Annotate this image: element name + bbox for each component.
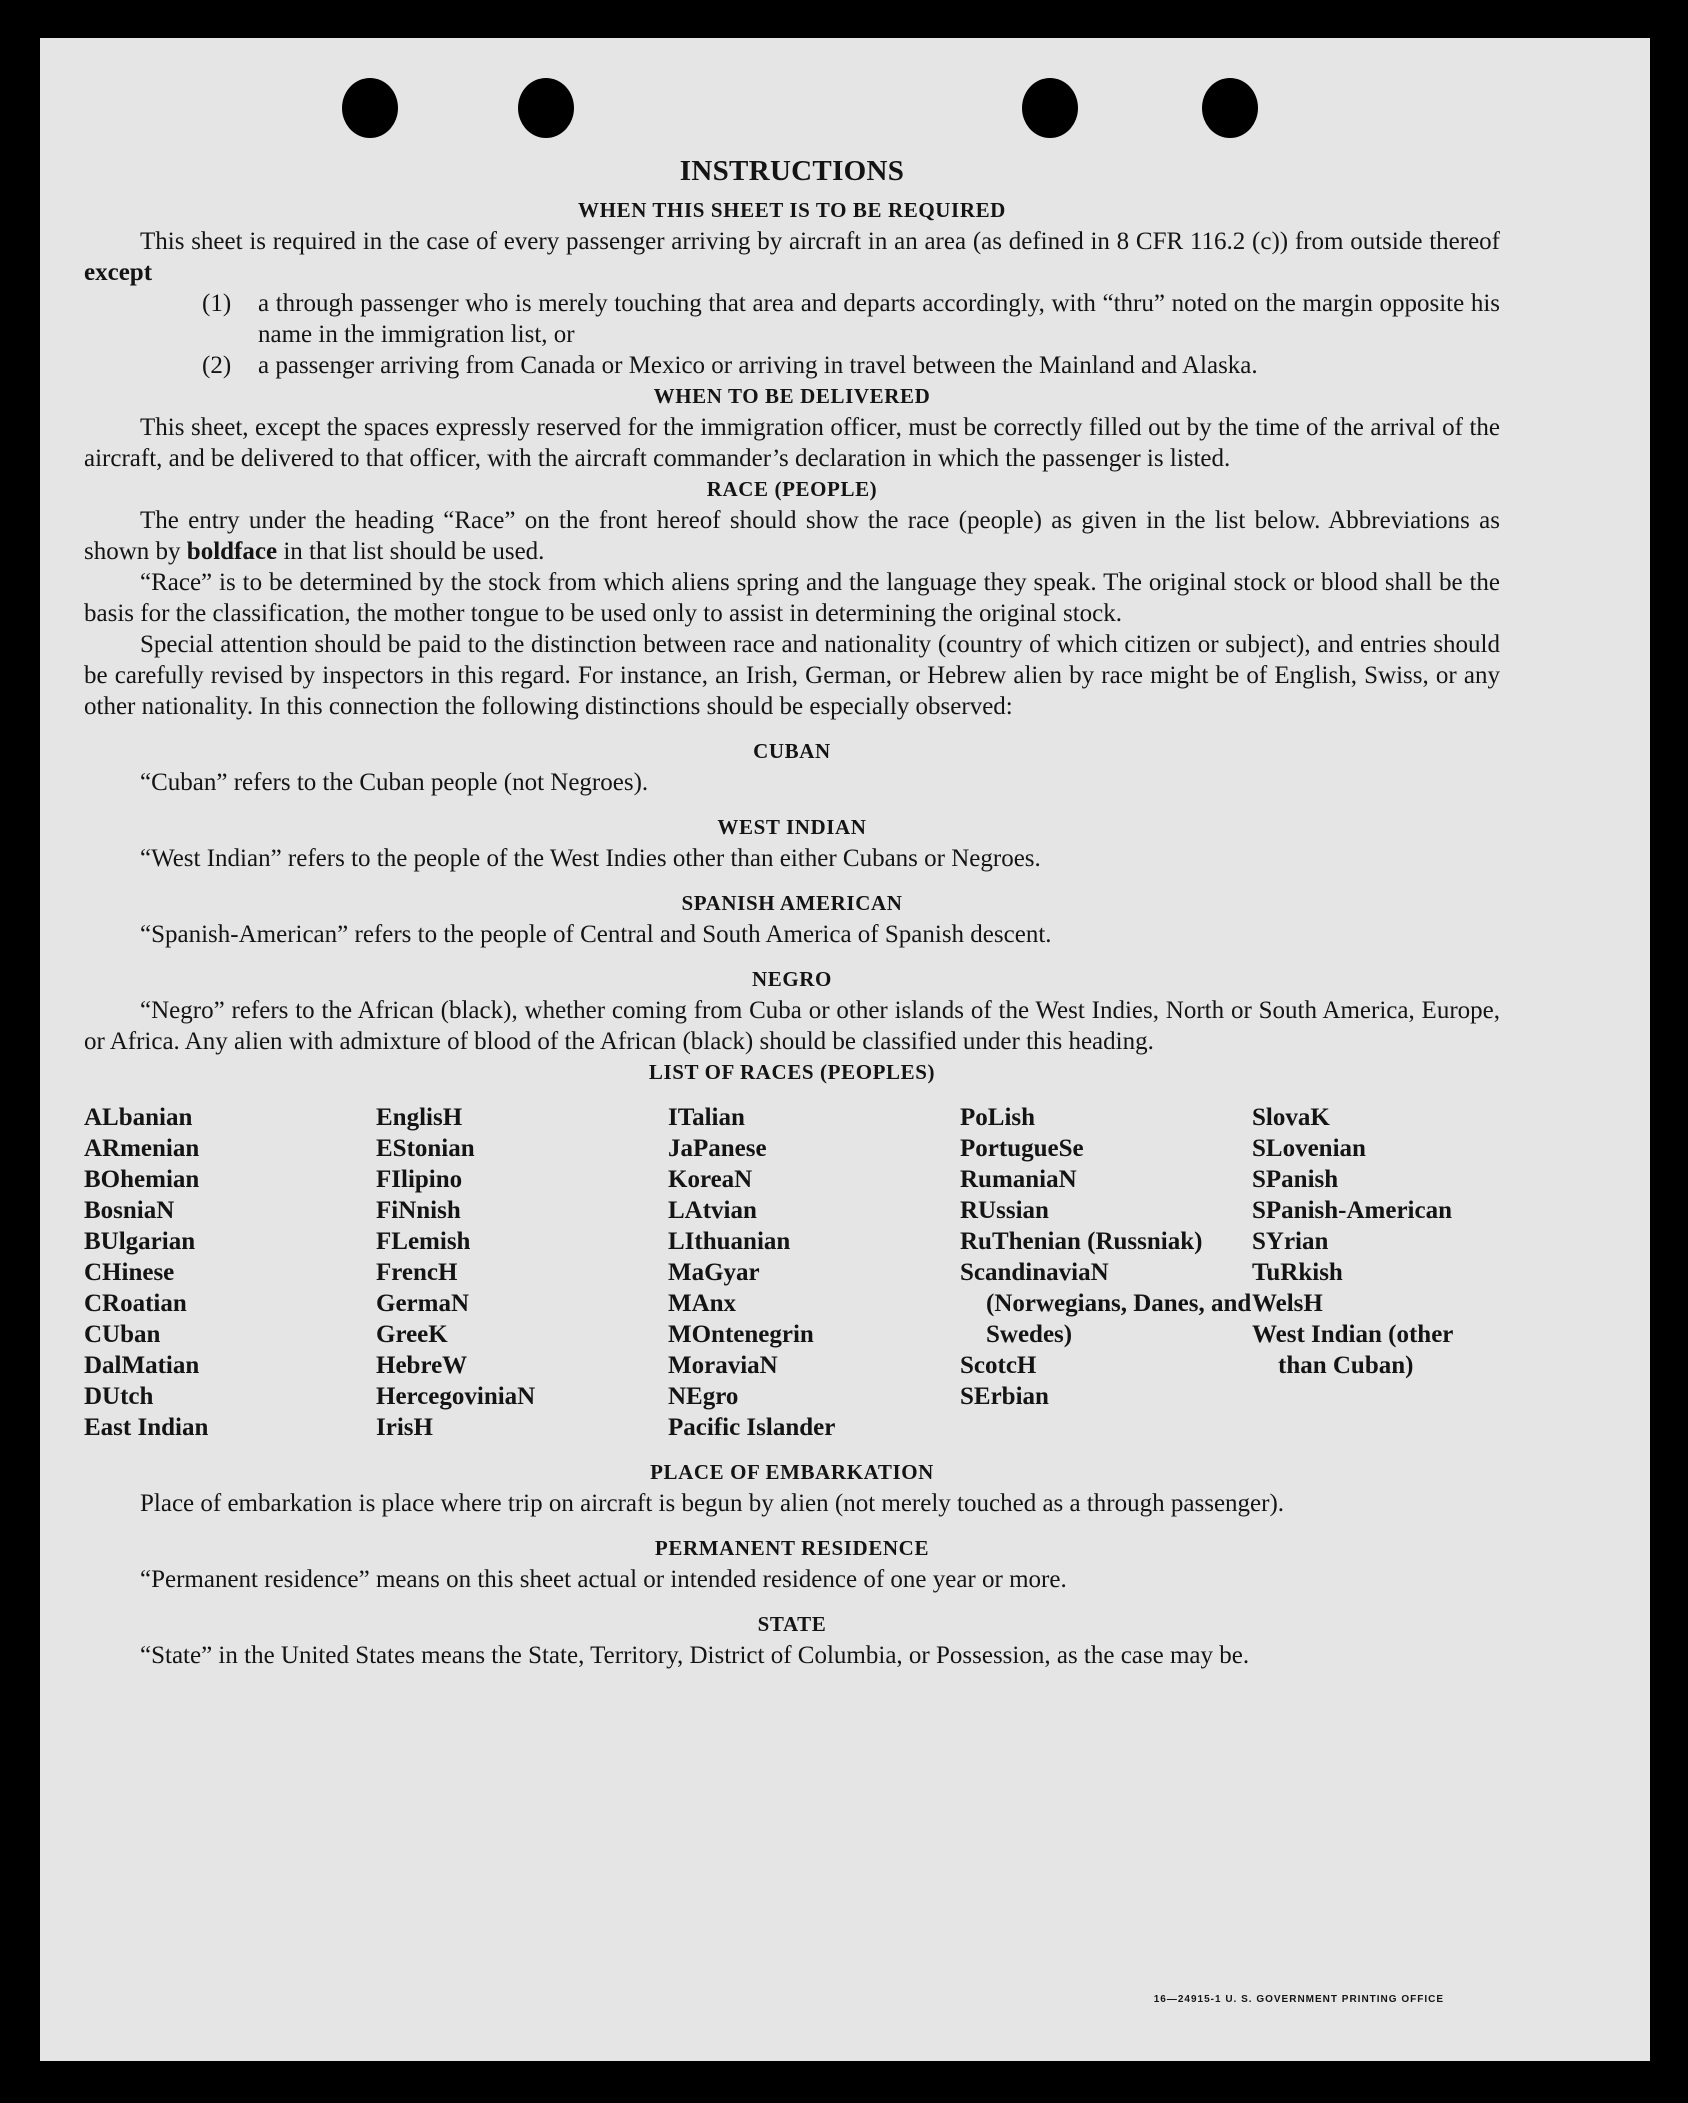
race-entry: SlovaK bbox=[1252, 1104, 1330, 1131]
punch-hole bbox=[1202, 78, 1258, 138]
exception-item: (1) a through passenger who is merely touching that area and departs accordingly, with “thru” noted on the margin opposite his name in the immigration list, or bbox=[202, 290, 1500, 348]
race-entry: MaGyar bbox=[668, 1259, 760, 1286]
race-paragraph: Special attention should be paid to the distinction between race and nationality (country of which citizen or subject), and entries should be carefully revised by inspectors in this regard. For instance, an Irish, German, or Hebrew alien by race might be of English, Swiss, or any other nationality. In this connection the following distinctions should be especially observed: bbox=[84, 631, 1500, 720]
races-column bbox=[1252, 1102, 1500, 1443]
instructions-content bbox=[84, 156, 1500, 1671]
heading-list-of-races: LIST OF RACES (PEOPLES) bbox=[648, 1060, 936, 1084]
race-entry: LAtvian bbox=[668, 1197, 757, 1224]
race-entry: ScandinaviaN (Norwegians, Danes, and Swedes) bbox=[960, 1259, 1252, 1348]
cuban-text: “Cuban” refers to the Cuban people (not Negroes). bbox=[140, 769, 649, 796]
race-entry: Pacific Islander bbox=[668, 1414, 836, 1441]
heading-west-indian: WEST INDIAN bbox=[717, 815, 867, 839]
printing-office-footer: 16—24915-1 U. S. GOVERNMENT PRINTING OFFICE bbox=[1153, 1994, 1444, 2005]
races-list bbox=[84, 1102, 1500, 1443]
race-entry: DalMatian bbox=[84, 1352, 200, 1379]
punch-hole bbox=[1022, 78, 1078, 138]
delivered-text: This sheet, except the spaces expressly reserved for the immigration officer, must be correctly filled out by the time of the arrival of the aircraft, and be delivered to that officer, with the aircraft commander’s declaration in which the passenger is listed. bbox=[84, 414, 1500, 472]
race-entry: FIlipino bbox=[376, 1166, 463, 1193]
race-entry: RuThenian (Russniak) bbox=[960, 1228, 1203, 1255]
race-entry: JaPanese bbox=[668, 1135, 767, 1162]
race-entry: MAnx bbox=[668, 1290, 737, 1317]
race-entry: SPanish bbox=[1252, 1166, 1339, 1193]
race-entry: EStonian bbox=[376, 1135, 475, 1162]
race-entry: ScotcH bbox=[960, 1352, 1037, 1379]
races-column bbox=[84, 1102, 376, 1443]
race-entry: TuRkish bbox=[1252, 1259, 1343, 1286]
race-entry: HebreW bbox=[376, 1352, 468, 1379]
race-entry: CHinese bbox=[84, 1259, 175, 1286]
race-entry: LIthuanian bbox=[668, 1228, 791, 1255]
punch-hole bbox=[518, 78, 574, 138]
race-entry: DUtch bbox=[84, 1383, 154, 1410]
west-indian-text: “West Indian” refers to the people of the West Indies other than either Cubans or Negroes. bbox=[140, 845, 1041, 872]
required-intro: This sheet is required in the case of every passenger arriving by aircraft in an area (as defined in 8 CFR 116.2 (c)) from outside thereof except bbox=[84, 228, 1500, 286]
race-entry: NEgro bbox=[668, 1383, 739, 1410]
spanish-american-text: “Spanish-American” refers to the people of Central and South America of Spanish descent. bbox=[140, 921, 1052, 948]
race-entry: ALbanian bbox=[84, 1104, 193, 1131]
race-entry: SYrian bbox=[1252, 1228, 1329, 1255]
race-paragraph: “Race” is to be determined by the stock from which aliens spring and the language they speak. The original stock or blood shall be the basis for the classification, the mother tongue to be used only to assist in determining the original stock. bbox=[84, 569, 1500, 627]
embarkation-text: Place of embarkation is place where trip on aircraft is begun by alien (not merely touched as a through passenger). bbox=[140, 1490, 1285, 1517]
state-text: “State” in the United States means the State, Territory, District of Columbia, or Possession, as the case may be. bbox=[140, 1642, 1250, 1669]
page-title: INSTRUCTIONS bbox=[679, 155, 905, 187]
race-entry: SLovenian bbox=[1252, 1135, 1366, 1162]
race-entry: MOntenegrin bbox=[668, 1321, 814, 1348]
race-entry: CUban bbox=[84, 1321, 161, 1348]
punch-hole bbox=[342, 78, 398, 138]
race-entry: BOhemian bbox=[84, 1166, 200, 1193]
heading-residence: PERMANENT RESIDENCE bbox=[654, 1536, 930, 1560]
race-paragraph: The entry under the heading “Race” on the front hereof should show the race (people) as given in the list below. Abbreviations as shown by boldface in that list should be used. bbox=[84, 507, 1500, 565]
race-entry: EnglisH bbox=[376, 1104, 463, 1131]
heading-spanish-american: SPANISH AMERICAN bbox=[681, 891, 903, 915]
race-entry: KoreaN bbox=[668, 1166, 753, 1193]
race-entry: PortugueSe bbox=[960, 1135, 1084, 1162]
races-column bbox=[376, 1102, 668, 1443]
negro-text: “Negro” refers to the African (black), whether coming from Cuba or other islands of the West Indies, North or South America, Europe, or Africa. Any alien with admixture of blood of the African (black) should be classified under this heading. bbox=[84, 997, 1500, 1055]
race-entry: GermaN bbox=[376, 1290, 470, 1317]
race-entry: RUssian bbox=[960, 1197, 1049, 1224]
exception-item: (2) a passenger arriving from Canada or Mexico or arriving in travel between the Mainland and Alaska. bbox=[202, 352, 1258, 379]
race-entry: PoLish bbox=[960, 1104, 1036, 1131]
race-entry: CRoatian bbox=[84, 1290, 187, 1317]
race-entry: HercegoviniaN bbox=[376, 1383, 536, 1410]
race-entry: BosniaN bbox=[84, 1197, 175, 1224]
race-entry: RumaniaN bbox=[960, 1166, 1077, 1193]
residence-text: “Permanent residence” means on this sheet actual or intended residence of one year or more. bbox=[140, 1566, 1067, 1593]
race-entry: SErbian bbox=[960, 1383, 1049, 1410]
race-entry: BUlgarian bbox=[84, 1228, 196, 1255]
heading-cuban: CUBAN bbox=[753, 739, 831, 763]
heading-race: RACE (PEOPLE) bbox=[706, 477, 878, 501]
race-entry: SPanish-American bbox=[1252, 1197, 1452, 1224]
race-entry: FiNnish bbox=[376, 1197, 461, 1224]
race-entry: MoraviaN bbox=[668, 1352, 778, 1379]
race-entry: FLemish bbox=[376, 1228, 471, 1255]
races-column bbox=[960, 1102, 1252, 1443]
race-entry: West Indian (other than Cuban) bbox=[1252, 1321, 1453, 1379]
heading-embarkation: PLACE OF EMBARKATION bbox=[650, 1460, 934, 1484]
race-entry: ITalian bbox=[668, 1104, 745, 1131]
race-entry: GreeK bbox=[376, 1321, 448, 1348]
heading-state: STATE bbox=[757, 1612, 827, 1636]
race-entry: WelsH bbox=[1252, 1290, 1323, 1317]
race-entry: IrisH bbox=[376, 1414, 433, 1441]
race-entry: ARmenian bbox=[84, 1135, 200, 1162]
heading-delivered: WHEN TO BE DELIVERED bbox=[653, 384, 931, 408]
heading-required: WHEN THIS SHEET IS TO BE REQUIRED bbox=[578, 198, 1006, 222]
race-entry: East Indian bbox=[84, 1414, 209, 1441]
races-column bbox=[668, 1102, 960, 1443]
race-entry: FrencH bbox=[376, 1259, 458, 1286]
heading-negro: NEGRO bbox=[751, 967, 832, 991]
document-sheet bbox=[40, 38, 1650, 2061]
